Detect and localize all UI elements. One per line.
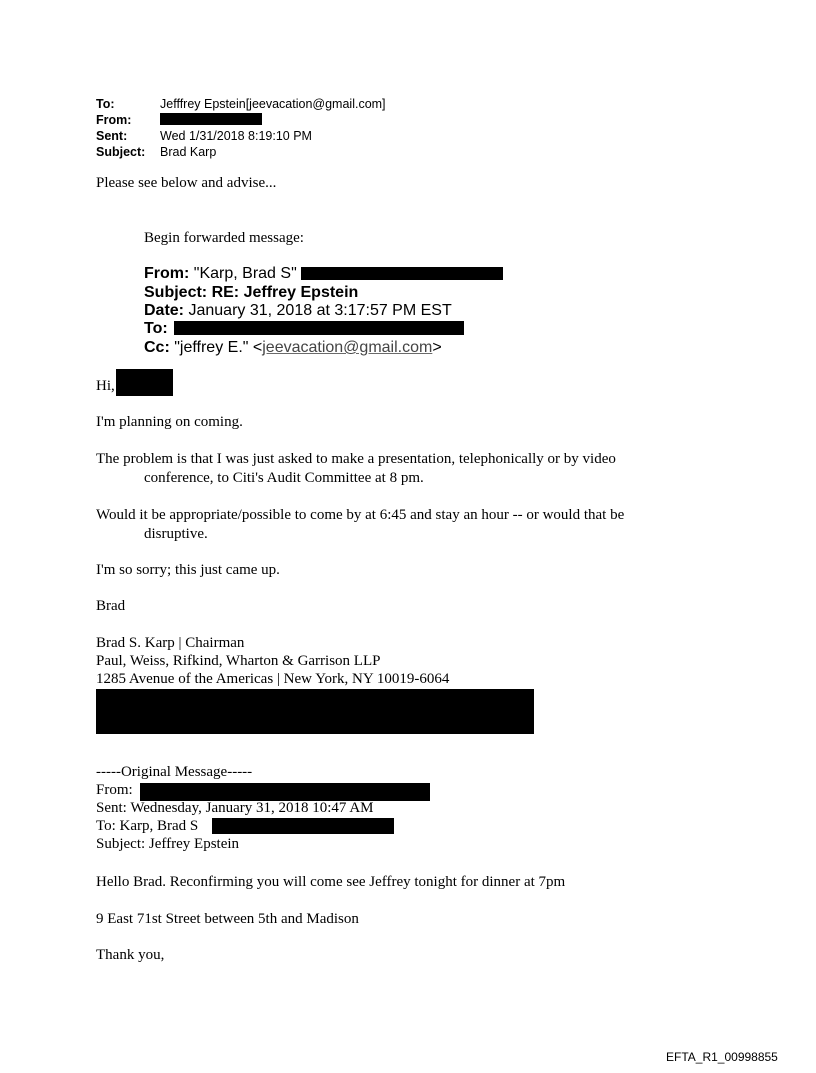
reply-paragraph-3-line-2: disruptive. [144, 526, 208, 542]
original-from-label: From: [96, 782, 133, 798]
header-sent-row [96, 128, 312, 144]
forwarded-from-label: From: [144, 265, 190, 282]
reply-greeting: Hi, [96, 378, 115, 394]
forwarded-subject-label: Subject: [144, 284, 208, 301]
original-subject: Subject: Jeffrey Epstein [96, 836, 240, 852]
original-body-line-3: Thank you, [96, 947, 165, 963]
redaction-greeting-name [116, 369, 173, 396]
header-from-row [96, 112, 160, 128]
redaction-signature-block [96, 689, 534, 734]
forwarded-date-row [144, 302, 452, 320]
redaction-original-to [212, 818, 394, 834]
reply-paragraph-2-line-2: conference, to Citi's Audit Committee at 8 pm. [144, 470, 424, 486]
header-from-label: From: [96, 113, 132, 127]
header-sent-value: Wed 1/31/2018 8:19:10 PM [160, 129, 312, 143]
forwarded-to-label: To: [144, 320, 168, 337]
forwarded-cc-email-link[interactable]: jeevacation@gmail.com [262, 339, 433, 356]
original-separator: -----Original Message----- [96, 764, 253, 780]
reply-paragraph-1: I'm planning on coming. [96, 414, 243, 430]
reply-paragraph-2-line-1: The problem is that I was just asked to make a presentation, telephonically or by video [96, 451, 616, 467]
header-subject-value: Brad Karp [160, 145, 217, 159]
forwarded-begin: Begin forwarded message: [144, 230, 304, 246]
reply-paragraph-3 [96, 506, 696, 544]
forwarded-subject-value: RE: Jeffrey Epstein [211, 284, 359, 301]
forwarded-date-label: Date: [144, 302, 185, 319]
forwarded-subject-row [144, 284, 358, 302]
forwarded-cc-name: "jeffrey E." < [174, 339, 263, 356]
reply-signoff: Brad [96, 598, 126, 614]
header-subject-label: Subject: [96, 145, 146, 159]
redaction-forwarded-from [301, 267, 503, 280]
forwarded-cc-label: Cc: [144, 339, 170, 356]
header-sent-label: Sent: [96, 129, 128, 143]
header-subject-row [96, 144, 216, 160]
signature-line-1: Brad S. Karp | Chairman [96, 635, 245, 651]
forwarded-to-row [144, 320, 168, 338]
original-from-row [96, 781, 133, 799]
redaction-header-from [160, 113, 262, 125]
original-to: To: Karp, Brad S [96, 818, 199, 834]
forwarded-cc-row [144, 339, 442, 357]
header-to-label: To: [96, 97, 115, 111]
reply-paragraph-3-line-1: Would it be appropriate/possible to come by at 6:45 and stay an hour -- or would that be [96, 507, 625, 523]
header-to-row [96, 96, 386, 112]
forwarded-from-row [144, 265, 297, 283]
reply-paragraph-4: I'm so sorry; this just came up. [96, 562, 280, 578]
forwarded-cc-close: > [432, 339, 442, 356]
original-body-line-2: 9 East 71st Street between 5th and Madison [96, 911, 359, 927]
redaction-forwarded-to [174, 321, 464, 335]
reply-paragraph-2 [96, 450, 696, 488]
original-sent: Sent: Wednesday, January 31, 2018 10:47 AM [96, 800, 374, 816]
forwarded-date-value: January 31, 2018 at 3:17:57 PM EST [188, 302, 452, 319]
document-id: EFTA_R1_00998855 [666, 1050, 778, 1064]
intro-text: Please see below and advise... [96, 175, 277, 191]
header-to-value: Jefffrey Epstein[jeevacation@gmail.com] [160, 97, 386, 111]
signature-line-2: Paul, Weiss, Rifkind, Wharton & Garrison LLP [96, 653, 381, 669]
forwarded-from-value: "Karp, Brad S" [193, 265, 297, 282]
original-body-line-1: Hello Brad. Reconfirming you will come see Jeffrey tonight for dinner at 7pm [96, 874, 566, 890]
signature-line-3: 1285 Avenue of the Americas | New York, NY 10019-6064 [96, 671, 450, 687]
